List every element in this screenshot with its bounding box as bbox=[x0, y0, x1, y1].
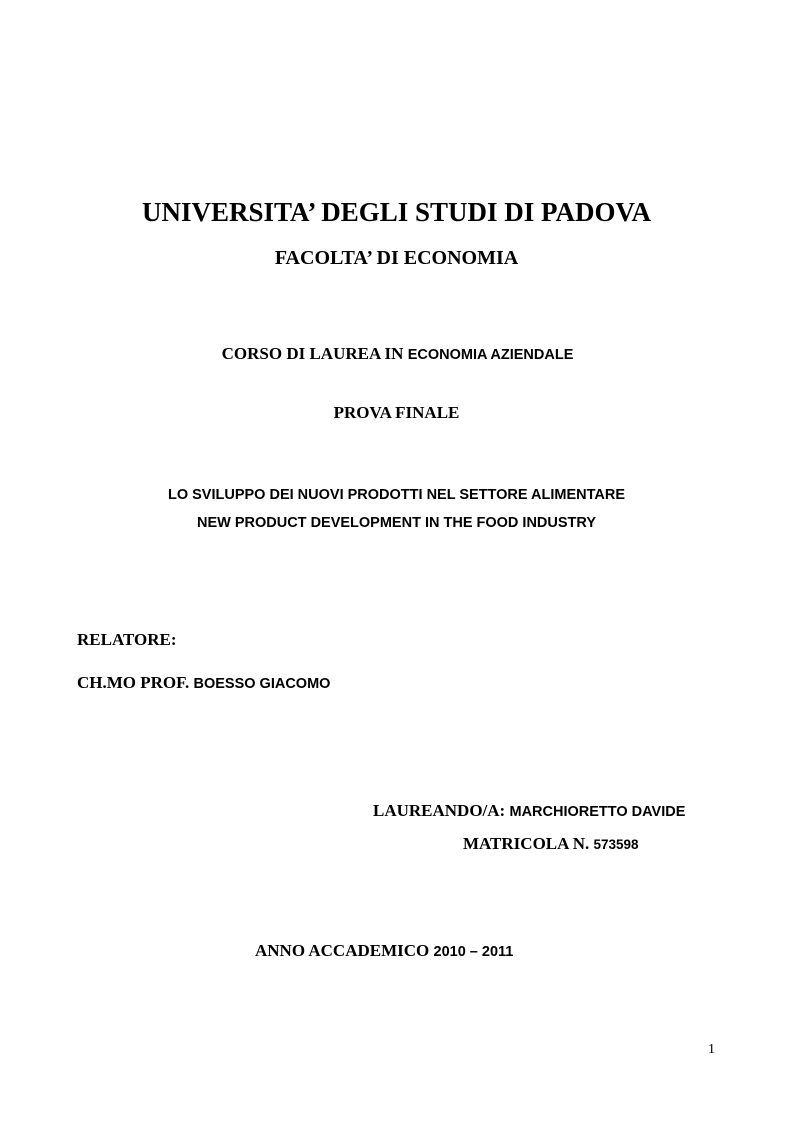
student-line bbox=[373, 802, 685, 820]
academic-year-label: ANNO ACCADEMICO bbox=[255, 941, 430, 960]
university-name: UNIVERSITA’ DEGLI STUDI DI PADOVA bbox=[141, 197, 652, 227]
student-name: MARCHIORETTO DAVIDE bbox=[509, 804, 686, 820]
student-id-label: MATRICOLA N. bbox=[463, 834, 590, 853]
supervisor-name: BOESSO GIACOMO bbox=[193, 676, 331, 692]
thesis-title-italian: LO SVILUPPO DEI NUOVI PRODOTTI NEL SETTORE ALIMENTARE bbox=[167, 487, 626, 503]
exam-type: PROVA FINALE bbox=[333, 403, 460, 422]
student-label: LAUREANDO/A: bbox=[373, 801, 506, 820]
academic-year-line bbox=[255, 942, 513, 960]
thesis-title-english: NEW PRODUCT DEVELOPMENT IN THE FOOD INDUSTRY bbox=[196, 515, 597, 531]
supervisor-title: CH.MO PROF. bbox=[77, 673, 190, 692]
student-id-line bbox=[463, 835, 639, 852]
page-number: 1 bbox=[708, 1042, 715, 1057]
faculty-name: FACOLTA’ DI ECONOMIA bbox=[274, 247, 519, 269]
course-line bbox=[0, 345, 793, 363]
supervisor-label: RELATORE: bbox=[77, 630, 177, 649]
course-prefix: CORSO DI LAUREA IN bbox=[221, 344, 404, 363]
student-id-number: 573598 bbox=[593, 837, 639, 852]
supervisor-line bbox=[77, 674, 330, 692]
course-name: ECONOMIA AZIENDALE bbox=[407, 347, 574, 363]
academic-year-value: 2010 – 2011 bbox=[433, 944, 514, 960]
